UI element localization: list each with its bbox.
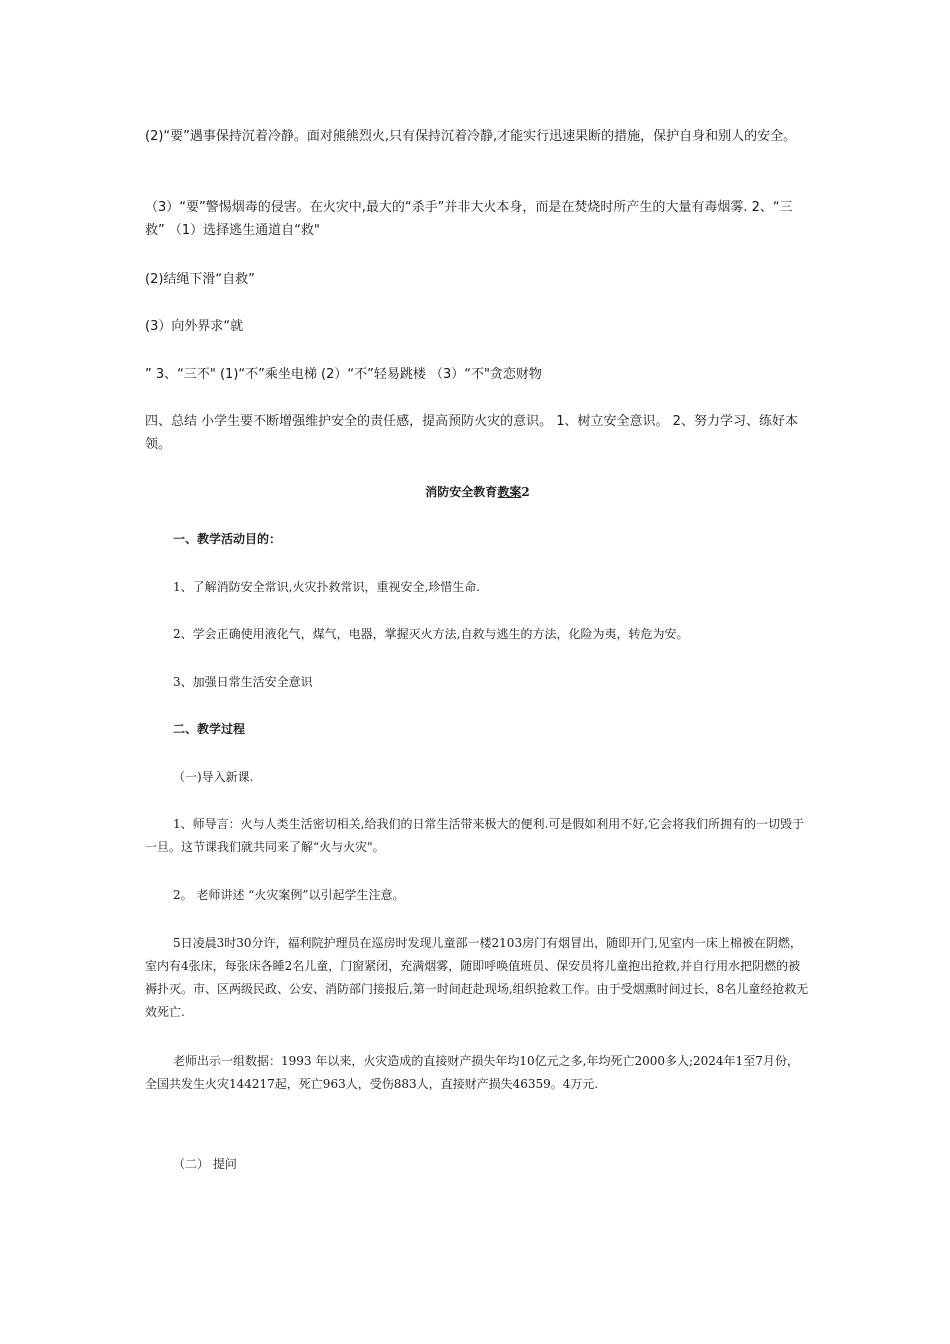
paragraph-call-for-help: (3）向外界求“就 xyxy=(145,319,244,334)
title-number: 2 xyxy=(521,485,530,499)
goal-item-2: 2、学会正确使用液化气，煤气，电器，掌握灭火方法,自救与逃生的方法，化险为夷，转危为安。 xyxy=(173,627,689,641)
paragraph-summary: 四、总结 小学生要不断增强维护安全的责任感，提高预防火灾的意识。 1、树立安全意识。 2、努力学习、练好本领。 xyxy=(145,414,798,452)
paragraph-smoke-danger: （3）“要”警惕烟毒的侵害。在火灾中,最大的“杀手”并非大火本身，而是在焚烧时所产生的大量有毒烟雾. 2、“三救” （1）选择逃生通道自“救" xyxy=(145,200,793,238)
heading-goals: 一、教学活动目的： xyxy=(173,532,282,546)
paragraph-rope-escape: (2)结绳下滑“自救” xyxy=(145,272,255,287)
title-text: 消防安全教育 xyxy=(425,485,498,499)
step-case-study: 2。 老师讲述 “火灾案例”以引起学生注意。 xyxy=(173,888,405,902)
goal-item-3: 3、加强日常生活安全意识 xyxy=(173,675,313,689)
goal-item-1: 1、了解消防安全常识,火灾扑救常识，重视安全,珍惜生命. xyxy=(173,580,481,594)
paragraph-statistics: 老师出示一组数据：1993 年以来，火灾造成的直接财产损失年均10亿元之多,年均死亡2000多人;2024年1至7月份，全国共发生火灾144217起，死亡963人，受伤883人，直接财产损失46359。4万元. xyxy=(145,1054,799,1091)
paragraph-case: 5日凌晨3时30分许，福利院护理员在巡房时发现儿童部一楼2103房门有烟冒出，随即开门,见室内一床上棉被在阴燃，室内有4张床，每张床各睡2名儿童，门窗紧闭，充满烟雾，随即呼唤值班员、保安员将儿童抱出抢救,并自行用水把阴燃的被褥扑灭。市、区两级民政、公安、消防部门接报后,第一时间赶赴现场,组织抢救工作。由于受烟熏时间过长，8名儿童经抢救无效死亡. xyxy=(145,936,809,1019)
subheading-intro: （一)导入新课. xyxy=(173,770,254,784)
title-link[interactable]: 教案 xyxy=(497,485,522,499)
paragraph-three-donts: ” 3、“三不" (1)“不”乘坐电梯 (2）“不”轻易跳楼 （3）“不"贪恋财物 xyxy=(145,367,542,382)
step-teacher-intro: 1、师导言：火与人类生活密切相关,给我们的日常生活带来极大的便利.可是假如利用不好,它会将我们所拥有的一切毁于一旦。这节课我们就共同来了解“火与火灾"。 xyxy=(145,817,805,854)
section-title xyxy=(145,481,810,504)
paragraph-stay-calm: (2)“要”遇事保持沉着冷静。面对熊熊烈火,只有保持沉着冷静,才能实行迅速果断的措施，保护自身和别人的安全。 xyxy=(145,129,797,144)
subheading-questions: （二） 提问 xyxy=(173,1157,237,1171)
heading-process: 二、教学过程 xyxy=(173,722,246,736)
